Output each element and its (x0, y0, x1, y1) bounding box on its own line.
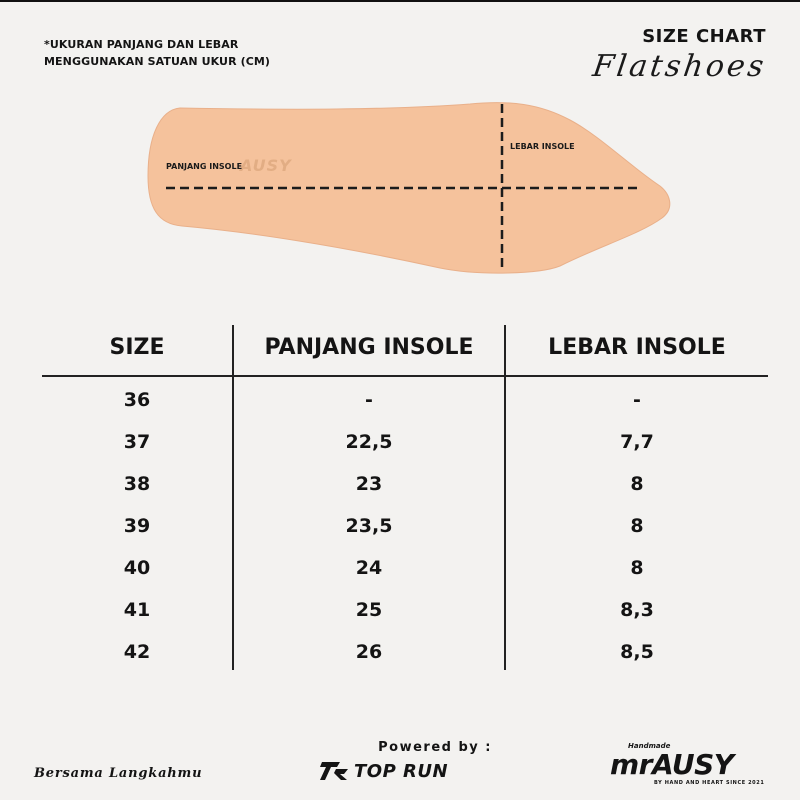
size-cell: 42 (123, 641, 151, 663)
header-panjang-insole: PANJANG INSOLE (264, 335, 474, 360)
insole-illustration (140, 96, 680, 286)
table-row (42, 595, 768, 637)
size-cell: 41 (123, 599, 151, 621)
mrausy-handmade: Handmade (628, 742, 671, 750)
title-block (590, 26, 769, 84)
header-size: SIZE (109, 335, 165, 360)
lebar-cell: 8 (630, 557, 644, 579)
unit-note-line-1: *UKURAN PANJANG DAN LEBAR (44, 38, 239, 51)
panjang-insole-label: PANJANG INSOLE (166, 162, 243, 171)
table-row (42, 469, 768, 511)
toprun-logo-block (320, 759, 500, 783)
mrausy-brand-name: mrAUSY (610, 748, 734, 781)
insole-shape (140, 96, 680, 286)
table-row (42, 385, 768, 427)
panjang-cell: 22,5 (345, 431, 393, 453)
size-table (42, 325, 768, 670)
size-cell: 36 (123, 389, 151, 411)
size-chart-title: SIZE CHART (642, 26, 766, 47)
table-row (42, 427, 768, 469)
lebar-cell: - (633, 389, 641, 411)
size-cell: 37 (123, 431, 151, 453)
size-cell: 38 (123, 473, 151, 495)
size-cell: 40 (123, 557, 151, 579)
lebar-cell: 7,7 (620, 431, 654, 453)
lebar-insole-label: LEBAR INSOLE (510, 142, 575, 151)
powered-by-block (320, 740, 500, 783)
lebar-cell: 8 (630, 473, 644, 495)
panjang-cell: 25 (355, 599, 383, 621)
table-row (42, 637, 768, 679)
flatshoes-script-title: Flatshoes (590, 49, 769, 84)
table-body (42, 385, 768, 679)
header-lebar-insole: LEBAR INSOLE (548, 335, 726, 360)
panjang-cell: 23,5 (345, 515, 393, 537)
mrausy-subtitle: BY HAND AND HEART SINCE 2021 (654, 780, 765, 786)
powered-by-label: Powered by : (378, 740, 492, 755)
toprun-logo-icon (320, 759, 350, 783)
table-row (42, 511, 768, 553)
header-divider (42, 375, 768, 377)
table-row (42, 553, 768, 595)
insole-brand-emboss: AUSY (240, 156, 292, 175)
unit-note (44, 36, 304, 70)
unit-note-line-2: MENGGUNAKAN SATUAN UKUR (CM) (44, 55, 271, 68)
lebar-cell: 8,3 (620, 599, 654, 621)
lebar-cell: 8,5 (620, 641, 654, 663)
panjang-cell: 23 (355, 473, 383, 495)
panjang-cell: 24 (355, 557, 383, 579)
size-cell: 39 (123, 515, 151, 537)
toprun-name: TOP RUN (354, 760, 449, 782)
panjang-cell: - (365, 389, 373, 411)
lebar-cell: 8 (630, 515, 644, 537)
panjang-cell: 26 (355, 641, 383, 663)
top-border (0, 0, 800, 2)
mrausy-logo (610, 742, 780, 786)
tagline: Bersama Langkahmu (34, 766, 203, 781)
